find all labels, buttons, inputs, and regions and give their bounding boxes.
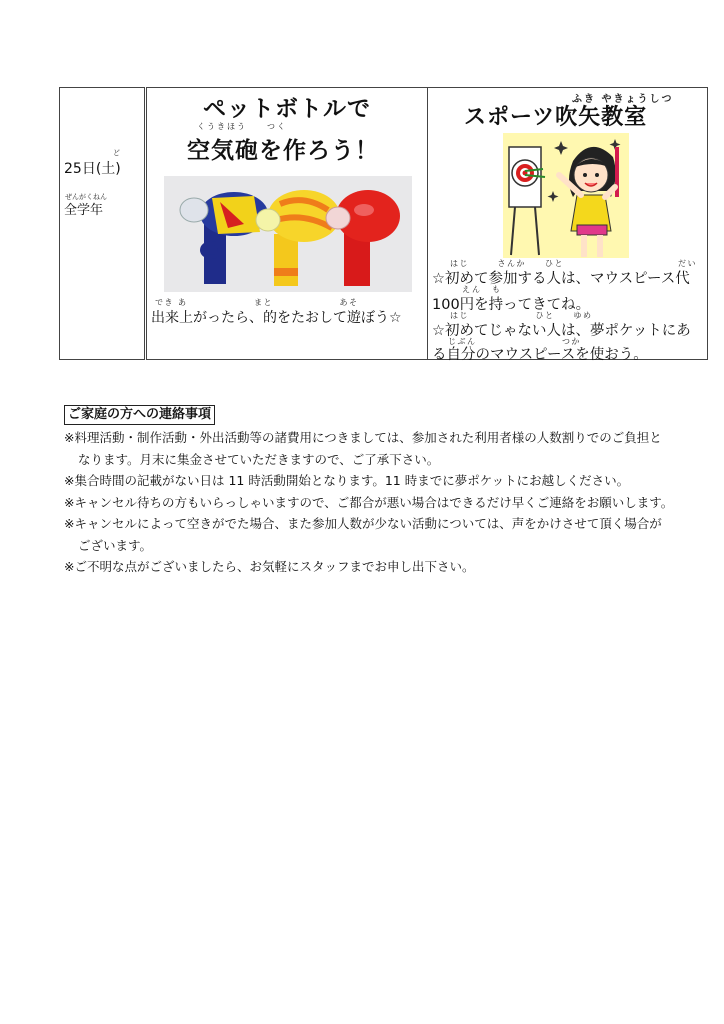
note-item: なります。月末に集金させていただきますので、ご了承下さい。	[78, 451, 440, 467]
note-item: ございます。	[78, 537, 153, 553]
activity2-title-ruby: ふき やきょうしつ	[572, 94, 674, 105]
note-item: ※料理活動・制作活動・外出活動等の諸費用につきましては、参加された利用者様の人数割りでのご負担と	[64, 430, 662, 445]
activity-cell-blowgun	[428, 88, 708, 363]
grade-ruby: ぜんがくねん	[65, 193, 107, 201]
activity2-line4: る自分のマウスピースを使おう。	[432, 347, 648, 363]
air-cannon-photo	[164, 176, 412, 292]
activity2-title: スポーツ吹矢教室	[464, 105, 648, 130]
activity-cell-air-cannon	[146, 88, 428, 360]
activity2-line3: ☆初めてじゃない人は、夢ポケットにあ	[432, 323, 691, 339]
activity2-line2: 100円を持ってきてね。	[432, 297, 591, 313]
activity1-title-line1: ペットボトルで	[203, 96, 371, 122]
note-item: ※集合時間の記載がない日は 11 時活動開始となります。11 時までに夢ポケットにお越しください。	[64, 473, 630, 488]
day-cell	[60, 88, 146, 360]
blowgun-girl-illustration	[503, 133, 629, 258]
day-date: 25日(土)	[64, 161, 121, 177]
notes-title: ご家庭の方への連絡事項	[64, 405, 215, 425]
activity1-title-line2: 空気砲を作ろう！	[187, 138, 379, 164]
activity2-line4-ruby: じぶん つか	[448, 337, 581, 346]
activity1-description: 出来上がったら、的をたおして遊ぼう☆	[151, 310, 402, 326]
activity2-line3-ruby: はじ ひと ゆめ	[450, 311, 593, 320]
schedule-table	[59, 87, 708, 363]
day-grade: 全学年	[64, 203, 104, 218]
activity1-desc-ruby: でき あ まと あそ	[155, 298, 359, 307]
activity2-line2-ruby: えん も	[462, 285, 502, 294]
note-item: ※キャンセルによって空きがでた場合、また参加人数が少ない活動については、声をかけさせて頂く場合が	[64, 516, 662, 531]
note-item: ※ご不明な点がございましたら、お気軽にスタッフまでお申し出下さい。	[64, 559, 475, 574]
date-ruby: ど	[113, 149, 121, 157]
activity2-line1-ruby: はじ さんか ひと だい	[450, 259, 697, 268]
notes-section	[64, 403, 714, 578]
activity2-line1: ☆初めて参加する人は、マウスピース代	[432, 271, 690, 287]
activity1-title-ruby: くうきほう つく	[197, 122, 287, 131]
note-item: ※キャンセル待ちの方もいらっしゃいますので、ご都合が悪い場合はできるだけ早くご連絡をお願いします。	[64, 494, 674, 510]
